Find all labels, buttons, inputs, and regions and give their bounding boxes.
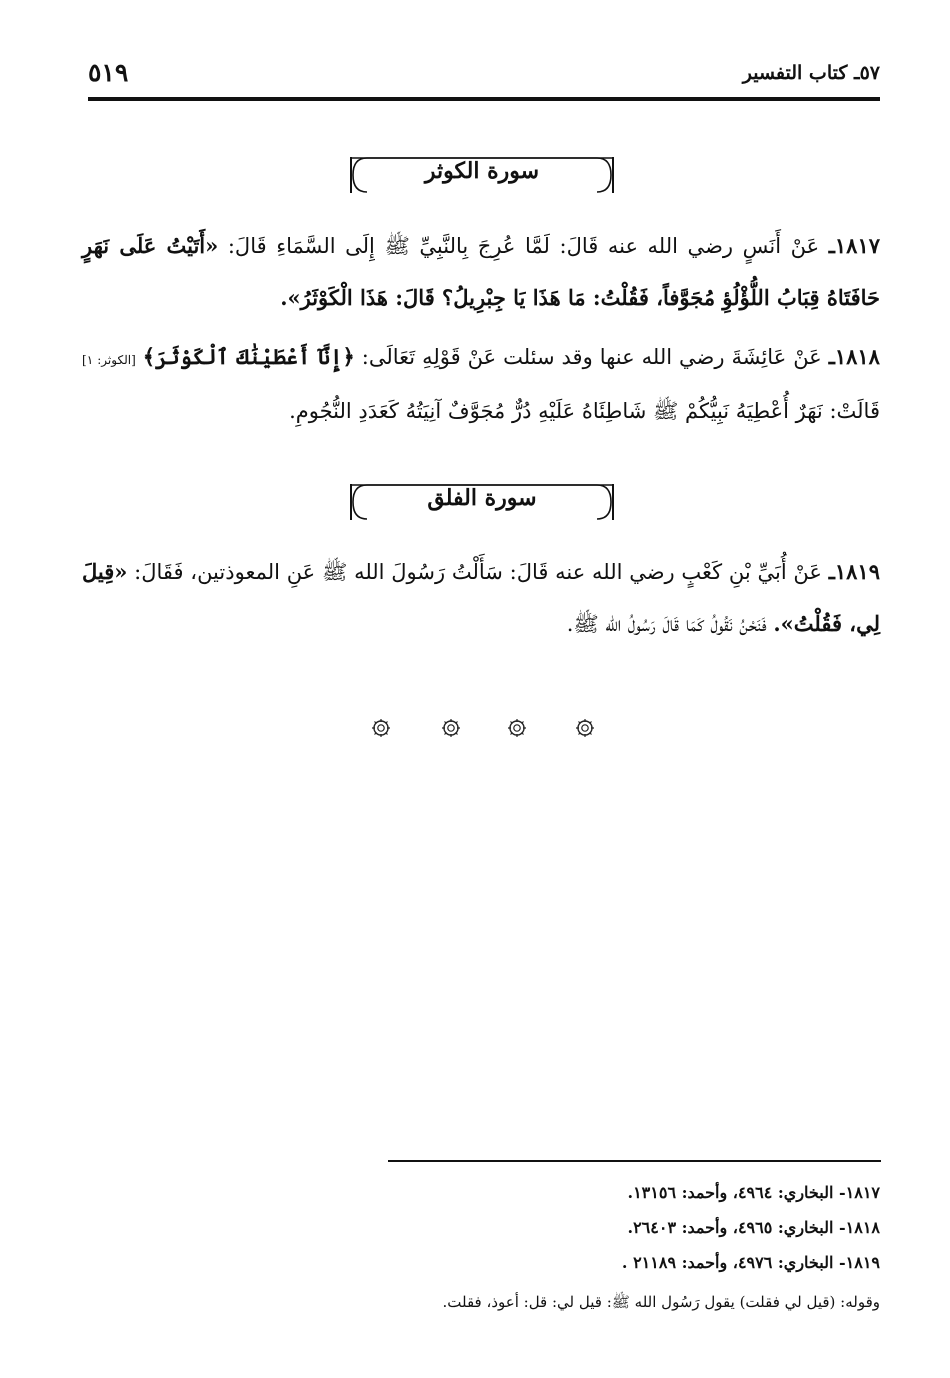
- footnote-1818: ١٨١٨- البخاري: ٤٩٦٥، وأحمد: ٢٦٤٠٣.: [627, 1218, 880, 1237]
- hadith-text: عَنْ أُبَيِّ بْنِ كَعْبٍ رضي الله عنه قَالَ: سَأَلْتُ رَسُولَ الله ﷺ عَنِ المعوذتين، فَقَالَ:: [134, 560, 822, 584]
- chapter-title: ٥٧ـ كتاب التفسير: [742, 62, 880, 84]
- hadith-text-continued: قَالَتْ: نَهَرٌ أُعْطِيَهُ نَبِيُّكُمْ ﷺ شَاطِئَاهُ عَلَيْهِ دُرٌّ مُجَوَّفٌ آنِيَتُهُ كَعَدَدِ النُّجُومِ.: [289, 399, 880, 423]
- footnote-rule: [388, 1160, 881, 1162]
- page-header: [88, 58, 880, 98]
- flower-ornament-icon: [442, 719, 460, 737]
- surah-title-kawthar: [349, 155, 615, 195]
- hadith-text: عَنْ أَنَسٍ رضي الله عنه قَالَ: لَمَّا عُرِجَ بِالنَّبِيِّ ﷺ إِلَى السَّمَاءِ قَالَ:: [227, 234, 820, 258]
- hadith-quote: «قِيلَ لِي، فَقُلْتُ».: [82, 559, 880, 636]
- footnote-note: وقوله: (قيل لي فقلت) يقول رَسُول الله ﷺ: قيل لي: قل: أعوذ، فقلت.: [442, 1293, 880, 1311]
- footnote-1817: ١٨١٧- البخاري: ٤٩٦٤، وأحمد: ١٣١٥٦.: [627, 1183, 880, 1202]
- hadith-number: ١٨١٧ـ: [828, 233, 881, 258]
- hadith-number: ١٨١٩ـ: [828, 559, 880, 584]
- hadith-1818: [82, 331, 880, 437]
- hadith-text: عَنْ عَائِشَةَ رضي الله عنها وقد سئلت عَنْ قَوْلِهِ تَعَالَى:: [361, 345, 822, 369]
- hadith-1819: [82, 546, 880, 650]
- verse-reference: [الكوثر: ١]: [82, 353, 136, 367]
- surah-name: سورة الكوثر: [424, 158, 540, 184]
- hadith-text-continued: فَنَحْنُ نَقُولُ كَمَا قَالَ رَسُولُ الله ﷺ.: [566, 612, 767, 636]
- surah-title-falaq: [349, 482, 615, 522]
- hadith-1817: [82, 220, 880, 324]
- hadith-quote: «أَتَيْتُ عَلَى نَهَرٍ حَافَتَاهُ قِبَابُ اللُّؤْلُؤِ مُجَوَّفاً، فَقُلْتُ: مَا هَذَا يَا جِبْرِيلُ؟ قَالَ: هَذَا الْكَوْثَرُ».: [82, 233, 880, 310]
- header-rule: [88, 97, 880, 101]
- surah-name: سورة الفلق: [427, 485, 537, 511]
- page-number: ٥١٩: [88, 58, 129, 87]
- flower-ornament-icon: [508, 719, 526, 737]
- flower-ornament-icon: [576, 719, 594, 737]
- flower-ornament-icon: [372, 719, 390, 737]
- section-end-ornaments: [360, 719, 600, 747]
- hadith-number: ١٨١٨ـ: [828, 344, 880, 369]
- quran-verse: ﴿إِنَّآ أَعْطَيْنَٰكَ ٱلْكَوْثَرَ﴾: [142, 344, 355, 369]
- footnote-1819: ١٨١٩- البخاري: ٤٩٧٦، وأحمد: ٢١١٨٩ .: [621, 1253, 880, 1272]
